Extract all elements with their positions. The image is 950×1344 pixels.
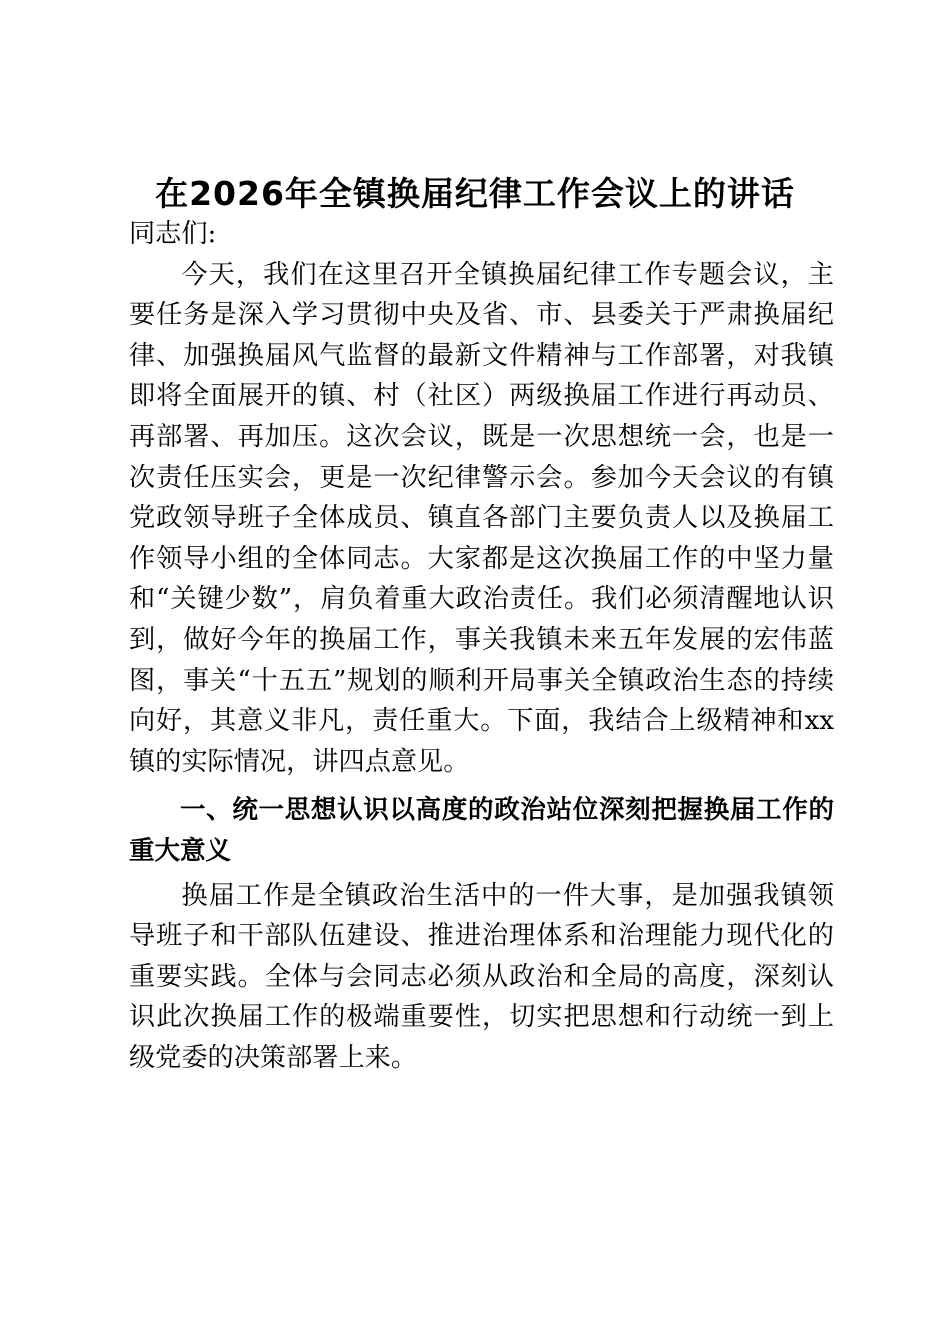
document-body (129, 214, 834, 1078)
salutation: 同志们: (129, 219, 217, 249)
section-heading: 一、统一思想认识以高度的政治站位深刻把握换届工作的重大意义 (129, 795, 834, 866)
section-paragraph: 换届工作是全镇政治生活中的一件大事，是加强我镇领导班子和干部队伍建设、推进治理体系和治理能力现代化的重要实践。全体与会同志必须从政治和全局的高度，深刻认识此次换届工作的极端重要性，切实把思想和行动统一到上级党委的决策部署上来。 (129, 880, 834, 1073)
intro-paragraph: 今天，我们在这里召开全镇换届纪律工作专题会议，主要任务是深入学习贯彻中央及省、市、县委关于严肃换届纪律、加强换届风气监督的最新文件精神与工作部署，对我镇即将全面展开的镇、村（社区）两级换届工作进行再动员、再部署、再加压。这次会议，既是一次思想统一会，也是一次责任压实会，更是一次纪律警示会。参加今天会议的有镇党政领导班子全体成员、镇直各部门主要负责人以及换届工作领导小组的全体同志。大家都是这次换届工作的中坚力量和“关键少数”，肩负着重大政治责任。我们必须清醒地认识到，做好今年的换届工作，事关我镇未来五年发展的宏伟蓝图，事关“十五五”规划的顺利开局事关全镇政治生态的持续向好，其意义非凡，责任重大。下面，我结合上级精神和xx镇的实际情况，讲四点意见。 (129, 259, 834, 777)
document-title: 在2026年全镇换届纪律工作会议上的讲话 (155, 174, 795, 213)
